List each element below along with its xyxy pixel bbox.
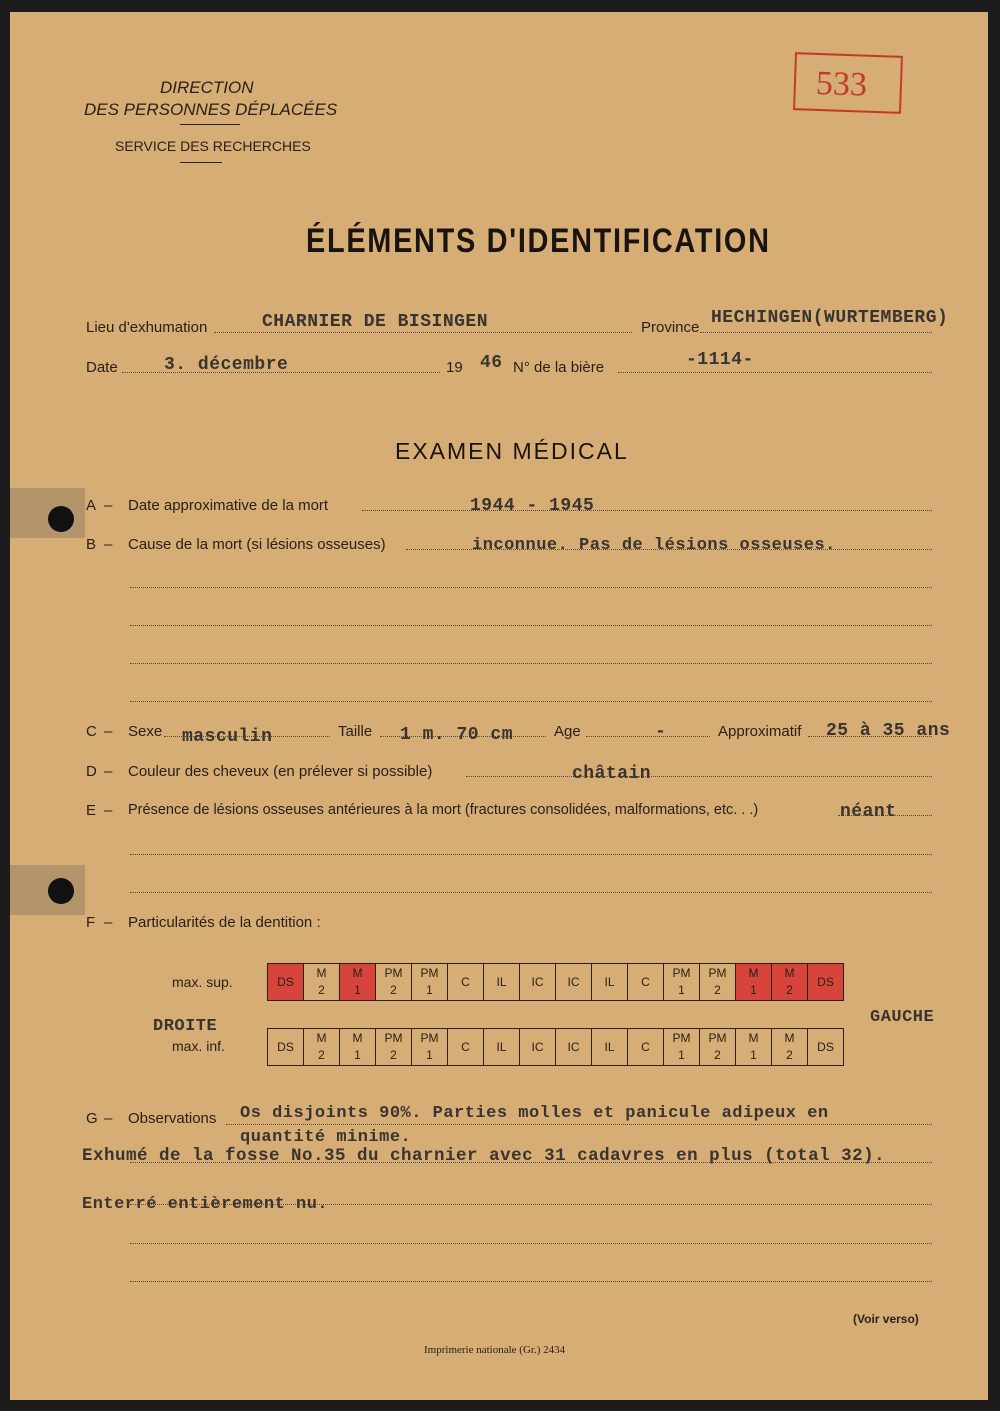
tooth-number: 1: [750, 1048, 757, 1062]
upper-tooth-cell: [376, 964, 412, 1001]
observation-line-1: Os disjoints 90%. Parties molles et panicule adipeux en: [240, 1104, 829, 1123]
approx-value: 25 à 35 ans: [826, 721, 951, 741]
dash: –: [104, 497, 113, 514]
dash: –: [104, 723, 113, 740]
lower-tooth-cell: [664, 1029, 700, 1066]
biere-value: -1114-: [686, 350, 754, 370]
tooth-number: 1: [750, 983, 757, 997]
upper-tooth-cell: [268, 964, 304, 1001]
tooth-code: C: [461, 1039, 470, 1054]
dash: –: [104, 536, 113, 553]
tooth-code: C: [641, 1039, 650, 1054]
upper-tooth-cell: [736, 964, 772, 1001]
dotted-line: [362, 510, 932, 511]
dotted-line: [214, 332, 632, 333]
lower-tooth-cell: [268, 1029, 304, 1066]
tooth-number: 2: [390, 1048, 397, 1062]
dotted-line: [130, 587, 932, 588]
upper-tooth-cell: [808, 964, 844, 1001]
upper-tooth-cell: [484, 964, 520, 1001]
dotted-line: [130, 625, 932, 626]
gauche-label: GAUCHE: [870, 1008, 935, 1027]
section-e-label: Présence de lésions osseuses antérieures à la mort (fractures consolidées, malformations, etc. . .): [128, 802, 759, 818]
section-a-letter: A: [86, 497, 97, 514]
lower-tooth-cell: [628, 1029, 664, 1066]
tooth-code: PM: [384, 966, 403, 980]
section-g-label: Observations: [128, 1110, 217, 1127]
dotted-line: [618, 372, 932, 373]
tooth-code: PM: [672, 966, 691, 980]
lower-tooth-cell: [520, 1029, 556, 1066]
tooth-code: M: [784, 966, 795, 980]
tooth-code: IL: [604, 1039, 615, 1054]
year-value: 46: [480, 353, 503, 373]
tooth-number: 2: [786, 983, 793, 997]
dotted-line: [130, 1243, 932, 1244]
dash: –: [104, 1110, 113, 1127]
form-sheet: [10, 12, 988, 1400]
lower-tooth-cell: [448, 1029, 484, 1066]
header-rule: [180, 124, 240, 125]
tooth-code: IL: [496, 974, 507, 989]
section-d-label: Couleur des cheveux (en prélever si possible): [128, 763, 433, 780]
header-rule: [180, 162, 222, 163]
punch-band: [10, 488, 85, 538]
tooth-code: IC: [531, 974, 544, 989]
section-a-value: 1944 - 1945: [470, 496, 595, 516]
tooth-code: M: [316, 1031, 327, 1045]
section-b-value: inconnue. Pas de lésions osseuses.: [472, 536, 836, 555]
tooth-number: 1: [678, 1048, 685, 1062]
lower-tooth-cell: [556, 1029, 592, 1066]
lower-tooth-cell: [340, 1029, 376, 1066]
section-e-letter: E: [86, 802, 97, 819]
section-d-value: châtain: [572, 764, 652, 784]
lower-tooth-cell: [808, 1029, 844, 1066]
tooth-code: PM: [672, 1031, 691, 1045]
upper-tooth-cell: [664, 964, 700, 1001]
dotted-line: [130, 892, 932, 893]
punch-hole-icon: [48, 878, 74, 904]
section-e-value: néant: [840, 802, 897, 822]
tooth-code: DS: [277, 1039, 294, 1054]
header-service: SERVICE DES RECHERCHES: [115, 138, 311, 154]
lower-tooth-cell: [736, 1029, 772, 1066]
section-a-label: Date approximative de la mort: [128, 497, 329, 514]
dotted-line: [130, 663, 932, 664]
dotted-line: [700, 332, 932, 333]
dash: –: [104, 914, 113, 931]
header-direction-2: DES PERSONNES DÉPLACÉES: [84, 100, 338, 119]
upper-tooth-cell: [772, 964, 808, 1001]
lieu-value: CHARNIER DE BISINGEN: [262, 312, 489, 332]
taille-label: Taille: [338, 723, 373, 740]
tooth-number: 1: [426, 1048, 433, 1062]
biere-label: N° de la bière: [513, 359, 605, 376]
taille-value: 1 m. 70 cm: [400, 725, 514, 745]
approx-label: Approximatif: [718, 723, 802, 740]
upper-tooth-cell: [556, 964, 592, 1001]
tooth-code: M: [784, 1031, 795, 1045]
year-prefix: 19: [446, 359, 463, 376]
lower-teeth-chart: [267, 1028, 844, 1066]
tooth-code: IL: [496, 1039, 507, 1054]
upper-tooth-cell: [340, 964, 376, 1001]
tooth-code: IC: [567, 1039, 580, 1054]
section-c-letter: C: [86, 723, 97, 740]
tooth-code: M: [352, 1031, 363, 1045]
lower-tooth-cell: [700, 1029, 736, 1066]
upper-tooth-cell: [628, 964, 664, 1001]
exam-title: EXAMEN MÉDICAL: [395, 438, 629, 464]
tooth-code: DS: [817, 1039, 834, 1054]
dotted-line: [130, 1281, 932, 1282]
observation-line-2: quantité minime.: [240, 1128, 412, 1147]
dotted-line: [130, 701, 932, 702]
sexe-value: masculin: [182, 727, 273, 747]
tooth-number: 1: [354, 1048, 361, 1062]
tooth-number: 1: [354, 983, 361, 997]
lower-tooth-cell: [376, 1029, 412, 1066]
max-inf-label: max. inf.: [172, 1038, 225, 1054]
lower-tooth-cell: [304, 1029, 340, 1066]
tooth-code: PM: [384, 1031, 403, 1045]
dotted-line: [586, 736, 710, 737]
page-title: ÉLÉMENTS D'IDENTIFICATION: [306, 222, 771, 260]
dotted-line: [226, 1124, 932, 1125]
max-sup-label: max. sup.: [172, 974, 233, 990]
tooth-code: M: [748, 966, 759, 980]
observation-line-4: Enterré entièrement nu.: [82, 1195, 329, 1214]
lower-tooth-cell: [772, 1029, 808, 1066]
tooth-number: 2: [318, 1048, 325, 1062]
tooth-code: PM: [708, 966, 727, 980]
tooth-number: 1: [426, 983, 433, 997]
lower-tooth-cell: [592, 1029, 628, 1066]
tooth-code: IC: [531, 1039, 544, 1054]
tooth-code: C: [461, 974, 470, 989]
tooth-code: M: [316, 966, 327, 980]
tooth-code: C: [641, 974, 650, 989]
tooth-code: M: [352, 966, 363, 980]
dotted-line: [130, 854, 932, 855]
tooth-number: 2: [318, 983, 325, 997]
dash: –: [104, 802, 113, 819]
tooth-number: 1: [678, 983, 685, 997]
upper-teeth-chart: [267, 963, 844, 1001]
lower-tooth-cell: [484, 1029, 520, 1066]
province-label: Province: [641, 319, 700, 336]
droite-label: DROITE: [153, 1017, 218, 1036]
age-value: -: [655, 722, 667, 742]
tooth-number: 2: [714, 983, 721, 997]
tooth-code: DS: [817, 974, 834, 989]
lower-tooth-cell: [412, 1029, 448, 1066]
section-g-letter: G: [86, 1110, 98, 1127]
section-f-letter: F: [86, 914, 96, 931]
age-label: Age: [554, 723, 581, 740]
date-label: Date: [86, 359, 118, 376]
upper-tooth-cell: [448, 964, 484, 1001]
upper-tooth-cell: [412, 964, 448, 1001]
province-value: HECHINGEN(WURTEMBERG): [711, 308, 949, 328]
tooth-code: PM: [420, 966, 439, 980]
lieu-label: Lieu d'exhumation: [86, 319, 208, 336]
tooth-number: 2: [390, 983, 397, 997]
voir-verso: (Voir verso): [853, 1312, 919, 1326]
section-b-letter: B: [86, 536, 97, 553]
tooth-number: 2: [714, 1048, 721, 1062]
tooth-code: IL: [604, 974, 615, 989]
tooth-number: 2: [786, 1048, 793, 1062]
record-number-stamp: 533: [793, 52, 903, 114]
sexe-label: Sexe: [128, 723, 163, 740]
upper-tooth-cell: [520, 964, 556, 1001]
dotted-line: [466, 776, 932, 777]
header-direction: DIRECTION: [160, 78, 254, 97]
observation-line-3: Exhumé de la fosse No.35 du charnier avec 31 cadavres en plus (total 32).: [82, 1146, 886, 1166]
date-value: 3. décembre: [164, 355, 289, 375]
upper-tooth-cell: [700, 964, 736, 1001]
section-d-letter: D: [86, 763, 97, 780]
punch-hole-icon: [48, 506, 74, 532]
upper-tooth-cell: [592, 964, 628, 1001]
tooth-code: DS: [277, 974, 294, 989]
section-b-label: Cause de la mort (si lésions osseuses): [128, 536, 386, 553]
tooth-code: M: [748, 1031, 759, 1045]
tooth-code: PM: [420, 1031, 439, 1045]
dash: –: [104, 763, 113, 780]
tooth-code: IC: [567, 974, 580, 989]
tooth-code: PM: [708, 1031, 727, 1045]
imprimerie-footer: Imprimerie nationale (Gr.) 2434: [424, 1344, 566, 1356]
section-f-label: Particularités de la dentition :: [128, 914, 321, 931]
upper-tooth-cell: [304, 964, 340, 1001]
